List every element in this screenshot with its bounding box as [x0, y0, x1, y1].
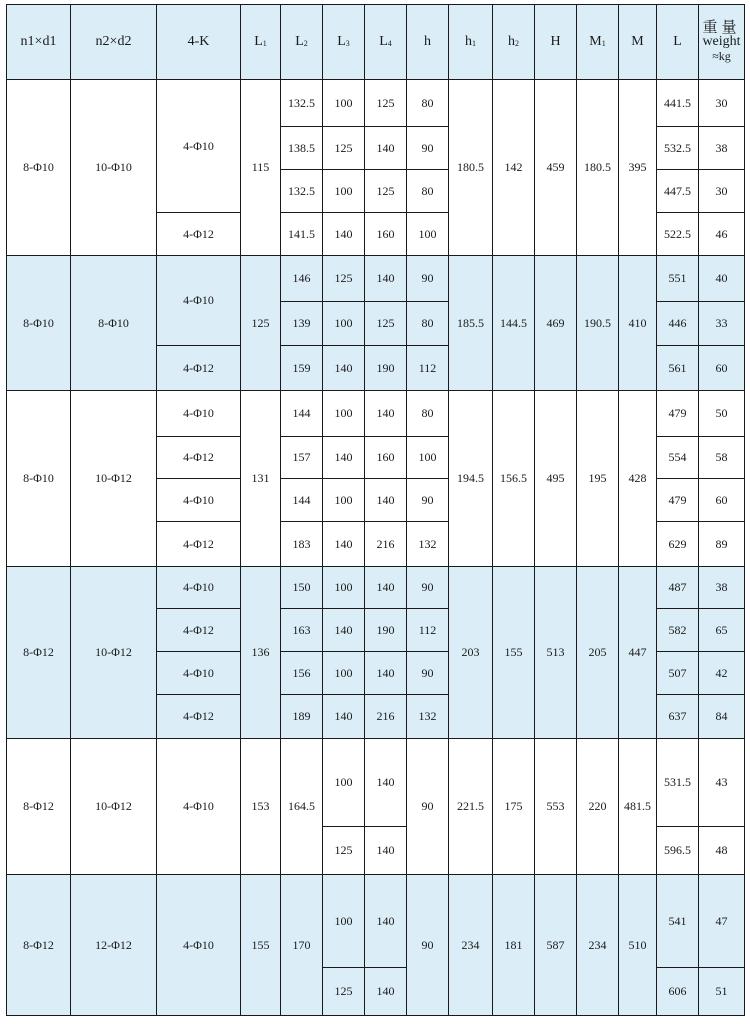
- cell-l4: 140: [365, 827, 407, 875]
- cell-h: 90: [407, 479, 449, 522]
- cell-weight: 58: [699, 437, 745, 479]
- cell-weight: 89: [699, 522, 745, 567]
- cell-l2: 156: [281, 652, 323, 695]
- cell-l3: 140: [323, 695, 365, 739]
- header-l2-base: L: [295, 34, 304, 49]
- header-l1: [241, 5, 281, 80]
- cell-H: 459: [535, 80, 577, 256]
- cell-4k: 4-Φ12: [157, 522, 241, 567]
- cell-l3: 100: [323, 739, 365, 827]
- header-l4: [365, 5, 407, 80]
- cell-l: 637: [657, 695, 699, 739]
- cell-n2-d2: 10-Φ12: [71, 391, 157, 567]
- cell-H: 513: [535, 567, 577, 739]
- cell-l2: 164.5: [281, 739, 323, 875]
- header-m1-base: M: [589, 34, 602, 49]
- header-row: [7, 5, 745, 80]
- cell-l3: 100: [323, 80, 365, 127]
- cell-l4: 190: [365, 346, 407, 391]
- cell-m1: 205: [577, 567, 619, 739]
- cell-weight: 60: [699, 479, 745, 522]
- cell-h: 90: [407, 567, 449, 609]
- cell-weight: 47: [699, 875, 745, 968]
- header-weight: [699, 5, 745, 80]
- cell-n1-d1: 8-Φ10: [7, 80, 71, 256]
- cell-l1: 153: [241, 739, 281, 875]
- cell-l4: 140: [365, 875, 407, 968]
- cell-h1: 180.5: [449, 80, 493, 256]
- cell-4k: 4-Φ12: [157, 346, 241, 391]
- cell-l: 447.5: [657, 170, 699, 213]
- cell-l4: 216: [365, 695, 407, 739]
- cell-l: 554: [657, 437, 699, 479]
- cell-l2: 183: [281, 522, 323, 567]
- cell-h2: 175: [493, 739, 535, 875]
- cell-l: 441.5: [657, 80, 699, 127]
- cell-l1: 155: [241, 875, 281, 1016]
- cell-l4: 140: [365, 127, 407, 170]
- header-l1-sub: 1: [262, 39, 267, 48]
- header-weight-zh: 重量: [702, 20, 741, 36]
- table-row: [7, 80, 745, 127]
- cell-h: 100: [407, 213, 449, 256]
- cell-h: 90: [407, 256, 449, 302]
- cell-l1: 136: [241, 567, 281, 739]
- cell-H: 469: [535, 256, 577, 391]
- cell-l: 531.5: [657, 739, 699, 827]
- cell-l2: 157: [281, 437, 323, 479]
- cell-4k: 4-Φ10: [157, 80, 241, 213]
- cell-l3: 100: [323, 302, 365, 346]
- cell-l3: 140: [323, 346, 365, 391]
- cell-h1: 194.5: [449, 391, 493, 567]
- cell-m: 410: [619, 256, 657, 391]
- cell-4k: 4-Φ10: [157, 652, 241, 695]
- cell-l2: 132.5: [281, 170, 323, 213]
- cell-l2: 138.5: [281, 127, 323, 170]
- dimension-spec-table: [6, 4, 745, 1016]
- cell-l: 596.5: [657, 827, 699, 875]
- cell-l4: 160: [365, 213, 407, 256]
- cell-weight: 84: [699, 695, 745, 739]
- cell-l3: 100: [323, 875, 365, 968]
- cell-weight: 46: [699, 213, 745, 256]
- cell-l4: 140: [365, 968, 407, 1016]
- cell-h1: 185.5: [449, 256, 493, 391]
- cell-l2: 141.5: [281, 213, 323, 256]
- header-4k: 4-K: [157, 5, 241, 80]
- header-weight-unit: ≈kg: [712, 49, 731, 63]
- cell-l: 522.5: [657, 213, 699, 256]
- cell-weight: 43: [699, 739, 745, 827]
- cell-h: 112: [407, 346, 449, 391]
- cell-l: 561: [657, 346, 699, 391]
- cell-weight: 48: [699, 827, 745, 875]
- cell-m: 510: [619, 875, 657, 1016]
- header-weight-en: weight: [702, 34, 741, 49]
- header-h1-base: h: [465, 34, 472, 49]
- cell-m1: 220: [577, 739, 619, 875]
- table-row: [7, 739, 745, 827]
- cell-H: 587: [535, 875, 577, 1016]
- header-l1-base: L: [254, 34, 263, 49]
- cell-n2-d2: 8-Φ10: [71, 256, 157, 391]
- header-h: h: [407, 5, 449, 80]
- cell-h1: 221.5: [449, 739, 493, 875]
- cell-m: 428: [619, 391, 657, 567]
- header-l3-base: L: [337, 34, 346, 49]
- cell-l2: 132.5: [281, 80, 323, 127]
- cell-l1: 131: [241, 391, 281, 567]
- cell-h: 90: [407, 652, 449, 695]
- cell-h: 80: [407, 391, 449, 437]
- cell-weight: 50: [699, 391, 745, 437]
- header-l3-sub: 3: [345, 39, 350, 48]
- cell-m1: 195: [577, 391, 619, 567]
- cell-4k: 4-Φ12: [157, 695, 241, 739]
- cell-h: 90: [407, 739, 449, 875]
- cell-weight: 51: [699, 968, 745, 1016]
- cell-weight: 38: [699, 567, 745, 609]
- cell-l4: 140: [365, 567, 407, 609]
- cell-l4: 125: [365, 302, 407, 346]
- cell-4k: 4-Φ12: [157, 437, 241, 479]
- cell-m: 395: [619, 80, 657, 256]
- header-l4-base: L: [379, 34, 388, 49]
- table-row: [7, 391, 745, 437]
- header-h1-sub: 1: [472, 39, 476, 48]
- cell-l3: 100: [323, 567, 365, 609]
- cell-weight: 42: [699, 652, 745, 695]
- cell-4k: 4-Φ10: [157, 391, 241, 437]
- header-n2-d2: n2×d2: [71, 5, 157, 80]
- cell-m1: 190.5: [577, 256, 619, 391]
- cell-weight: 40: [699, 256, 745, 302]
- cell-weight: 33: [699, 302, 745, 346]
- cell-l: 479: [657, 479, 699, 522]
- cell-weight: 65: [699, 609, 745, 652]
- cell-l2: 144: [281, 391, 323, 437]
- cell-l: 606: [657, 968, 699, 1016]
- table-row: [7, 875, 745, 968]
- cell-h2: 155: [493, 567, 535, 739]
- header-h2-sub: 2: [515, 39, 519, 48]
- cell-h: 132: [407, 522, 449, 567]
- cell-m1: 180.5: [577, 80, 619, 256]
- spec-table-container: [6, 4, 745, 1016]
- cell-4k: 4-Φ10: [157, 567, 241, 609]
- cell-h2: 181: [493, 875, 535, 1016]
- header-l3: [323, 5, 365, 80]
- cell-l3: 125: [323, 256, 365, 302]
- cell-l4: 140: [365, 652, 407, 695]
- cell-n1-d1: 8-Φ12: [7, 567, 71, 739]
- cell-l3: 125: [323, 968, 365, 1016]
- header-H: H: [535, 5, 577, 80]
- cell-l3: 100: [323, 479, 365, 522]
- cell-l: 507: [657, 652, 699, 695]
- cell-n1-d1: 8-Φ12: [7, 875, 71, 1016]
- cell-l1: 125: [241, 256, 281, 391]
- cell-l2: 170: [281, 875, 323, 1016]
- cell-l2: 146: [281, 256, 323, 302]
- header-m: M: [619, 5, 657, 80]
- header-m1-sub: 1: [601, 39, 606, 48]
- cell-n2-d2: 12-Φ12: [71, 875, 157, 1016]
- cell-4k: 4-Φ10: [157, 479, 241, 522]
- cell-h1: 234: [449, 875, 493, 1016]
- cell-l: 446: [657, 302, 699, 346]
- cell-l2: 159: [281, 346, 323, 391]
- cell-h1: 203: [449, 567, 493, 739]
- cell-l: 582: [657, 609, 699, 652]
- cell-h: 80: [407, 170, 449, 213]
- cell-4k: 4-Φ10: [157, 875, 241, 1016]
- cell-4k: 4-Φ10: [157, 739, 241, 875]
- cell-l4: 216: [365, 522, 407, 567]
- cell-l3: 140: [323, 213, 365, 256]
- cell-l2: 139: [281, 302, 323, 346]
- cell-n1-d1: 8-Φ12: [7, 739, 71, 875]
- cell-l: 479: [657, 391, 699, 437]
- cell-l2: 163: [281, 609, 323, 652]
- cell-h2: 156.5: [493, 391, 535, 567]
- cell-l3: 125: [323, 127, 365, 170]
- cell-l3: 100: [323, 391, 365, 437]
- cell-h: 112: [407, 609, 449, 652]
- cell-m: 481.5: [619, 739, 657, 875]
- cell-l3: 125: [323, 827, 365, 875]
- cell-n1-d1: 8-Φ10: [7, 391, 71, 567]
- cell-m1: 234: [577, 875, 619, 1016]
- cell-m: 447: [619, 567, 657, 739]
- header-h2-base: h: [508, 34, 515, 49]
- cell-weight: 30: [699, 170, 745, 213]
- cell-weight: 60: [699, 346, 745, 391]
- cell-weight: 38: [699, 127, 745, 170]
- table-row: [7, 567, 745, 609]
- cell-l3: 140: [323, 437, 365, 479]
- cell-h: 90: [407, 875, 449, 1016]
- cell-H: 553: [535, 739, 577, 875]
- cell-n2-d2: 10-Φ10: [71, 80, 157, 256]
- cell-h: 100: [407, 437, 449, 479]
- cell-4k: 4-Φ10: [157, 256, 241, 346]
- header-l4-sub: 4: [387, 39, 392, 48]
- cell-l4: 140: [365, 256, 407, 302]
- cell-l3: 140: [323, 609, 365, 652]
- cell-h: 132: [407, 695, 449, 739]
- header-m1: [577, 5, 619, 80]
- cell-H: 495: [535, 391, 577, 567]
- cell-h2: 144.5: [493, 256, 535, 391]
- cell-h2: 142: [493, 80, 535, 256]
- cell-l4: 125: [365, 80, 407, 127]
- cell-l: 629: [657, 522, 699, 567]
- cell-n2-d2: 10-Φ12: [71, 739, 157, 875]
- cell-l4: 125: [365, 170, 407, 213]
- cell-l1: 115: [241, 80, 281, 256]
- cell-h: 80: [407, 302, 449, 346]
- header-h1: [449, 5, 493, 80]
- cell-l2: 150: [281, 567, 323, 609]
- cell-l4: 140: [365, 739, 407, 827]
- cell-l: 532.5: [657, 127, 699, 170]
- cell-l4: 160: [365, 437, 407, 479]
- cell-l4: 140: [365, 479, 407, 522]
- cell-l3: 100: [323, 652, 365, 695]
- header-n1-d1: n1×d1: [7, 5, 71, 80]
- cell-n2-d2: 10-Φ12: [71, 567, 157, 739]
- header-l2-sub: 2: [303, 39, 308, 48]
- cell-h: 80: [407, 80, 449, 127]
- header-l: L: [657, 5, 699, 80]
- cell-weight: 30: [699, 80, 745, 127]
- cell-l4: 190: [365, 609, 407, 652]
- cell-l: 541: [657, 875, 699, 968]
- cell-l2: 144: [281, 479, 323, 522]
- header-l2: [281, 5, 323, 80]
- cell-l2: 189: [281, 695, 323, 739]
- header-h2: [493, 5, 535, 80]
- cell-n1-d1: 8-Φ10: [7, 256, 71, 391]
- table-row: [7, 256, 745, 302]
- cell-4k: 4-Φ12: [157, 609, 241, 652]
- cell-l: 487: [657, 567, 699, 609]
- cell-l4: 140: [365, 391, 407, 437]
- cell-l3: 140: [323, 522, 365, 567]
- cell-l: 551: [657, 256, 699, 302]
- cell-4k: 4-Φ12: [157, 213, 241, 256]
- cell-h: 90: [407, 127, 449, 170]
- cell-l3: 100: [323, 170, 365, 213]
